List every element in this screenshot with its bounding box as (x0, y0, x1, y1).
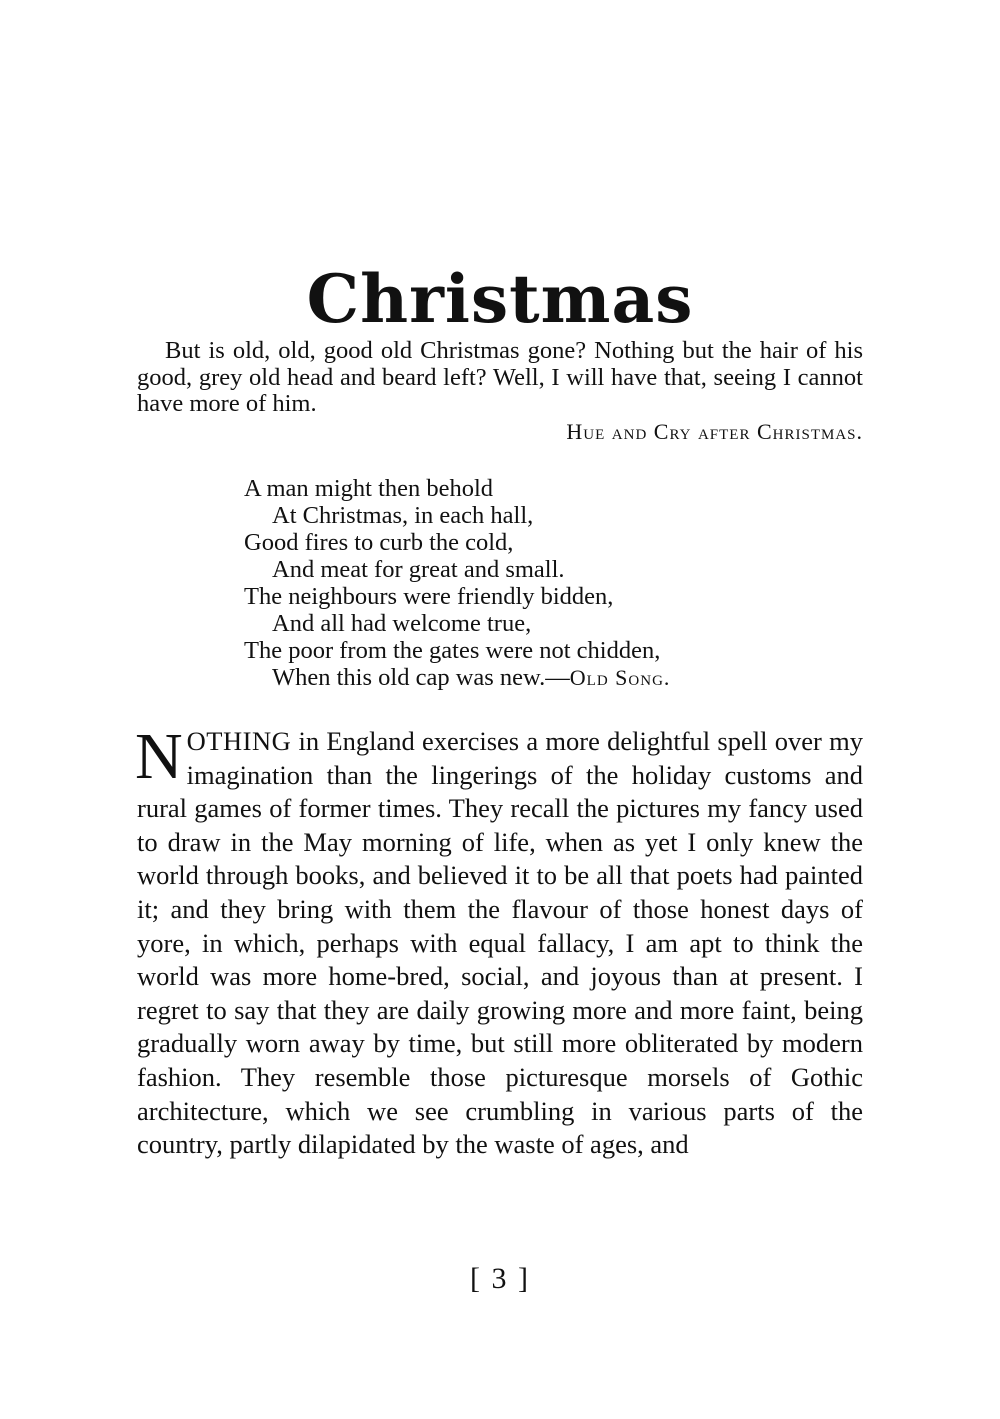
poem-line: Good fires to curb the cold, (244, 529, 514, 556)
page-number: [ 3 ] (470, 1262, 530, 1295)
body-text: in England exercises a more delightful spell over my imagination than the lingerings of the holiday customs and rural games of former times. They recall the pictures my fancy used to draw in the May morning of life, when as yet I only knew the world through books, and believed it to be all that poets had painted it; and they bring with them the flavour of those honest days of yore, in which, perhaps with equal fallacy, I am apt to think the world was more home-bred, social, and joyous than at present. I regret to say that they are daily growing more and more faint, being gradually worn away by time, but still more obliterated by modern fashion. They resemble those picturesque morsels of Gothic architecture, which we see crumbling in various parts of the country, partly dilapidated by the waste of ages, and (137, 726, 863, 1160)
poem-line: And meat for great and small. (272, 556, 565, 583)
poem-line: The poor from the gates were not chidden, (244, 637, 661, 664)
epigraph (137, 338, 863, 445)
drop-cap: N (135, 720, 183, 793)
epigraph-attribution: Hue and Cry after Christmas. (566, 418, 863, 444)
poem-line: The neighbours were friendly bidden, (244, 583, 614, 610)
poem-line: At Christmas, in each hall, (272, 502, 534, 529)
poem-attribution: Old Song. (569, 665, 671, 690)
poem (244, 475, 670, 691)
body-paragraph (135, 720, 863, 1162)
poem-line-last (244, 664, 670, 691)
first-word: OTHING (186, 726, 292, 756)
poem-line: A man might then behold (244, 475, 494, 502)
epigraph-text: But is old, old, good old Christmas gone? Nothing but the hair of his good, grey old head and beard left? Well, I will have that, seeing I cannot have more of him. (137, 337, 863, 417)
poem-line-text: When this old cap was new.— (272, 664, 570, 691)
page-title: Christmas (306, 260, 694, 339)
poem-line: And all had welcome true, (272, 610, 532, 637)
